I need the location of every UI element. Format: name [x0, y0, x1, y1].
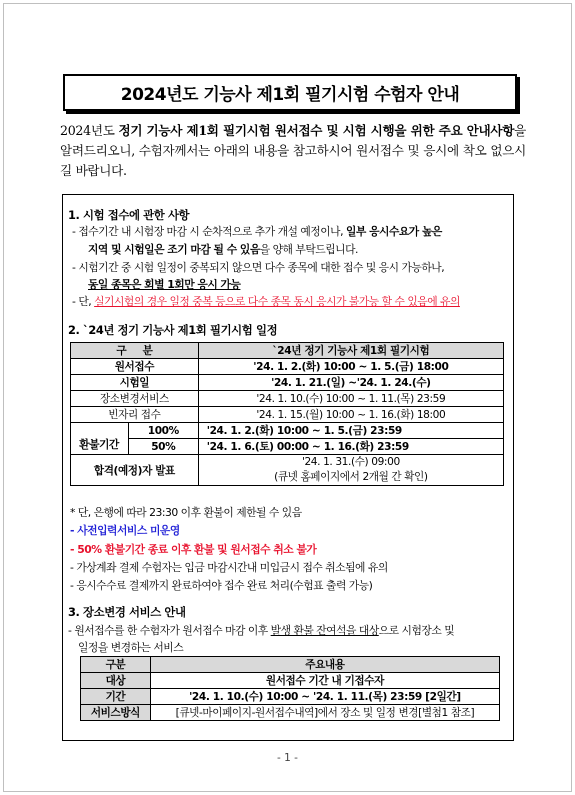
result-note: (큐넷 홈페이지에서 2개월 간 확인)	[274, 471, 428, 483]
section1-line4: 동일 종목은 회별 1회만 응시 가능	[88, 278, 241, 291]
refund-value: '24. 1. 2.(화) 10:00 ~ 1. 5.(금) 23:59	[198, 423, 503, 439]
section1-line3: - 시험기간 중 시험 일정이 중복되지 않으면 다수 종목에 대한 접수 및 응시 가능하나,	[72, 261, 445, 274]
result-value	[198, 455, 503, 486]
section3-line1	[68, 623, 454, 638]
section1-line5	[72, 294, 460, 309]
row-label: 시험일	[71, 375, 199, 391]
intro-text-2: 을 알려드리오니, 수험자께서는 아래의 내용을 참고하시어 원서접수 및 응시에 착오 없으시길 바랍니다.	[60, 123, 526, 178]
section3-line2: 일정을 변경하는 서비스	[78, 641, 184, 654]
table-row	[71, 391, 504, 407]
row-label: 빈자리 접수	[71, 407, 199, 423]
note-refund-limit: - 50% 환불기간 종료 이후 환불 및 원서접수 취소 불가	[70, 543, 317, 556]
refund-period-label: 환불기간	[79, 438, 119, 451]
refund-rate: 100%	[128, 423, 198, 439]
section1-line5-warning: 실기시험의 경우 일정 중복 등으로 다수 종목 동시 응시가 불가능 할 수 있음에 유의	[94, 295, 460, 308]
section1-line2-bold: 지역 및 시험일은 조기 마감 될 수 있음	[88, 243, 260, 256]
row-label: 원서접수	[71, 359, 199, 375]
table-row	[81, 705, 500, 721]
title-box	[63, 74, 517, 111]
section1-title: 1. 시험 접수에 관한 사항	[68, 208, 190, 222]
section1-line2-text: 을 양해 부탁드립니다.	[259, 243, 358, 256]
row-value: '24. 1. 10.(수) 10:00 ~ '24. 1. 11.(목) 23:59 [2일간]	[150, 689, 499, 705]
row-value: [큐넷-마이페이지-원서접수내역]에서 장소 및 일정 변경[별첨1 참조]	[150, 705, 499, 721]
section3-line1-text: - 원서접수를 한 수험자가 원서접수 마감 이후	[68, 624, 271, 637]
schedule-table	[70, 342, 504, 486]
table-row	[71, 423, 504, 439]
section1-line2	[88, 242, 358, 257]
table-row	[71, 375, 504, 391]
table-row	[71, 455, 504, 486]
intro-text-1: 2024년도	[60, 123, 119, 138]
table-row	[71, 439, 504, 455]
section2-title: 2. `24년 정기 기능사 제1회 필기시험 일정	[68, 323, 278, 337]
row-value: '24. 1. 21.(일) ~'24. 1. 24.(수)	[198, 375, 503, 391]
change-header-row	[81, 657, 500, 673]
note-payment: - 응시수수료 결제까지 완료하여야 접수 완료 처리(수험표 출력 가능)	[70, 579, 373, 592]
section1-line5-text: - 단,	[72, 295, 95, 308]
refund-rate: 50%	[128, 439, 198, 455]
section3-line1-text-end: 으로 시험장소 및	[378, 624, 455, 637]
result-date: '24. 1. 31.(수) 09:00	[301, 456, 400, 468]
change-header-cell: 구분	[81, 657, 151, 673]
row-value: '24. 1. 10.(수) 10:00 ~ 1. 11.(목) 23:59	[198, 391, 503, 407]
page-number: - 1 -	[277, 752, 298, 764]
row-label: 장소변경서비스	[71, 391, 199, 407]
note-preinput: - 사전입력서비스 미운영	[70, 524, 180, 537]
row-label: 기간	[81, 689, 151, 705]
intro-paragraph	[60, 121, 526, 181]
section1-line1-bold: 일부 응시수요가 높은	[345, 225, 442, 238]
table-row	[81, 689, 500, 705]
schedule-header-row	[71, 343, 504, 359]
table-row	[81, 673, 500, 689]
section1-line1	[72, 224, 442, 239]
section3-line1-underline: 발생 환불 잔여석을 대상	[270, 624, 379, 637]
change-service-table	[80, 656, 500, 721]
schedule-header-cell: 구 분	[71, 343, 199, 359]
row-label: 대상	[81, 673, 151, 689]
section1-line1-text: - 접수기간 내 시험장 마감 시 순차적으로 추가 개설 예정이나,	[72, 225, 346, 238]
table-row	[71, 359, 504, 375]
result-label: 합격(예정)자 발표	[71, 455, 199, 486]
refund-value: '24. 1. 6.(토) 00:00 ~ 1. 16.(화) 23:59	[198, 439, 503, 455]
page-title: 2024년도 기능사 제1회 필기시험 수험자 안내	[120, 85, 460, 105]
row-value: '24. 1. 2.(화) 10:00 ~ 1. 5.(금) 18:00	[198, 359, 503, 375]
note-virtual-account: - 가상계좌 결제 수험자는 입금 마감시간내 미입금시 접수 취소됨에 유의	[70, 561, 388, 574]
schedule-header-cell: `24년 정기 기능사 제1회 필기시험	[198, 343, 503, 359]
table-row	[71, 407, 504, 423]
note-bank: * 단, 은행에 따라 23:30 이후 환불이 제한될 수 있음	[70, 506, 302, 519]
row-label: 서비스방식	[81, 705, 151, 721]
section3-title: 3. 장소변경 서비스 안내	[68, 605, 186, 619]
intro-text-bold: 정기 기능사 제1회 필기시험 원서접수 및 시험 시행을 위한 주요 안내사항	[118, 123, 515, 138]
row-value: '24. 1. 15.(월) 10:00 ~ 1. 16.(화) 18:00	[198, 407, 503, 423]
row-value: 원서접수 기간 내 기접수자	[150, 673, 499, 689]
change-header-cell: 주요내용	[150, 657, 499, 673]
